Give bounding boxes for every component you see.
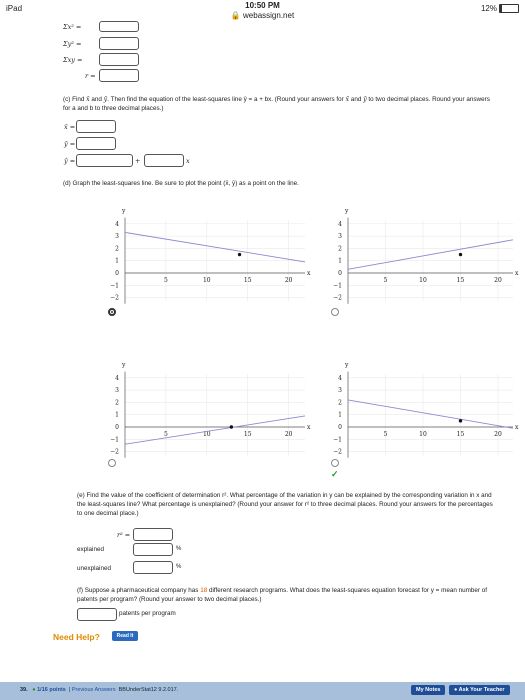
graph-3-x-tick-label: 10 <box>202 431 211 438</box>
patents-input[interactable] <box>77 608 117 621</box>
graph-3-x-axis-label: x <box>307 424 311 431</box>
battery-percent: 12% <box>480 4 497 13</box>
graph-2-x-tick-label: 15 <box>456 277 465 284</box>
graph-4-x-tick-label: 15 <box>456 431 465 438</box>
graph-1-y-tick-label: 1 <box>115 257 119 265</box>
correct-check-icon: ✓ <box>331 469 339 479</box>
part-f-text: (f) Suppose a pharmaceutical company has 18 different research programs. What does the least-squares equation forecast for y = mean number of patents per program? (Round your answer to two decimal places.) <box>77 587 487 603</box>
clock: 10:50 PM <box>245 1 280 10</box>
graph-option-1-radio[interactable] <box>108 308 116 316</box>
unexplained-input[interactable] <box>133 561 173 574</box>
part-d-text: (d) Graph the least-squares line. Be sure to plot the point (x̄, ȳ) as a point on the line. <box>63 180 299 187</box>
graph-1-y-axis-label: y <box>122 207 126 215</box>
part-c-text: (c) Find x̄ and ȳ. Then find the equation of the least-squares line ŷ = a + bx. (Round your answers for x̄ and ȳ to two decimal places. Round your answers for a and b to three decimal places.) <box>63 96 490 112</box>
graph-4-y-tick-label: 1 <box>338 411 342 419</box>
graph-3-y-tick-label: 1 <box>115 411 119 419</box>
graph-1-regression-line <box>125 232 305 262</box>
graph-4-y-tick-label: 4 <box>338 374 342 382</box>
graph-2-y-tick-label: −1 <box>333 282 342 290</box>
r-label: r = <box>85 72 96 80</box>
graph-3-y-tick-label: 2 <box>115 399 119 407</box>
explained-label: explained <box>77 546 104 553</box>
graph-1-x-axis-label: x <box>307 270 311 277</box>
graph-3-y-tick-label: 3 <box>115 387 119 395</box>
graph-2-y-tick-label: 0 <box>338 270 342 277</box>
graph-1-y-tick-label: 2 <box>115 245 119 253</box>
graph-2-mean-point <box>459 253 462 256</box>
graph-2-y-axis-label: y <box>345 207 349 215</box>
graph-4-x-tick-label: 10 <box>419 431 427 438</box>
graph-2-x-tick-label: 20 <box>494 277 502 284</box>
graph-3-y-tick-label: −2 <box>110 448 119 456</box>
graph-3-y-tick-label: 4 <box>115 374 119 382</box>
yhat-label: ŷ = <box>64 157 76 165</box>
x-variable: x <box>186 157 190 165</box>
program-count: 18 <box>200 587 208 594</box>
graph-2-x-tick-label: 5 <box>383 277 388 284</box>
graph-2-x-axis-label: x <box>515 270 519 277</box>
question-number: 39. <box>20 687 28 693</box>
graph-4-y-tick-label: 2 <box>338 399 342 407</box>
graph-1-y-tick-label: −2 <box>110 294 119 302</box>
part-e-text: (e) Find the value of the coefficient of determination r². What percentage of the variation in y can be explained by the corresponding variation in x and the least-squares line? What percentage is unexplained? (Round your answer for r² to three decimal places. Round your answers for the percentages to one decimal place.) <box>77 492 493 517</box>
ask-teacher-button[interactable]: ● Ask Your Teacher <box>449 685 510 695</box>
graph-3-regression-line <box>125 416 305 444</box>
url-label: 🔒 webassign.net <box>230 11 295 20</box>
graph-2-regression-line <box>348 240 513 270</box>
graph-4-x-tick-label: 5 <box>383 431 388 438</box>
need-help-label: Need Help? <box>53 632 100 642</box>
graph-1-mean-point <box>238 253 241 256</box>
graph-option-4-radio[interactable] <box>331 459 339 467</box>
graph-2-y-tick-label: 2 <box>338 245 342 253</box>
graph-4-x-tick-label: 20 <box>494 431 502 438</box>
graph-1-x-tick-label: 10 <box>202 277 211 284</box>
xbar-label: x̄ = <box>64 123 76 131</box>
graph-4-y-tick-label: −2 <box>333 448 342 456</box>
graph-1-x-tick-label: 15 <box>243 277 252 284</box>
r-squared-label: r² = <box>117 531 131 539</box>
plus-sign: + <box>135 157 141 165</box>
r-squared-input[interactable] <box>133 528 173 541</box>
graph-2-y-tick-label: 1 <box>338 257 342 265</box>
graph-4-mean-point <box>459 419 462 422</box>
explained-pct: % <box>176 546 182 552</box>
points-label: 1/16 points <box>37 687 66 693</box>
unexplained-pct: % <box>176 564 182 570</box>
graph-4-y-tick-label: 0 <box>338 424 342 431</box>
graph-2-y-tick-label: 4 <box>338 220 342 228</box>
graph-4-x-axis-label: x <box>515 424 519 431</box>
graph-option-2-radio[interactable] <box>331 308 339 316</box>
graph-4-regression-line <box>348 400 513 428</box>
explained-input[interactable] <box>133 543 173 556</box>
graph-4-y-tick-label: −1 <box>333 436 342 444</box>
source-label: BBUnderStat12 9.2.017. <box>118 687 179 693</box>
graph-2-x-tick-label: 10 <box>419 277 427 284</box>
graph-4-y-tick-label: 3 <box>338 387 342 395</box>
graph-1-y-tick-label: −1 <box>110 282 119 290</box>
graph-option-3-radio[interactable] <box>108 459 116 467</box>
sum-x2-label: Σx² = <box>63 23 82 31</box>
graph-3-x-tick-label: 5 <box>163 431 168 438</box>
read-it-button[interactable]: Read It <box>112 631 138 641</box>
points-icon: ● <box>32 687 36 693</box>
previous-answers-link[interactable]: Previous Answers <box>71 687 116 693</box>
graph-3-y-tick-label: −1 <box>110 436 119 444</box>
graph-1-y-tick-label: 0 <box>115 270 119 277</box>
graph-1-y-tick-label: 3 <box>115 233 119 241</box>
graph-3-y-axis-label: y <box>122 361 126 369</box>
footer-info: 39. ● 1/16 points | Previous Answers BBUnderStat12 9.2.017. <box>20 687 179 693</box>
sum-y2-label: Σy² = <box>63 40 82 48</box>
device-label: iPad <box>6 4 23 13</box>
graph-1-x-tick-label: 20 <box>284 277 293 284</box>
graph-3-x-tick-label: 15 <box>243 431 252 438</box>
patents-unit: patents per program <box>119 610 176 617</box>
unexplained-label: unexplained <box>77 565 111 572</box>
graph-1-y-tick-label: 4 <box>115 220 119 228</box>
graph-1-x-tick-label: 5 <box>163 277 168 284</box>
graph-3-x-tick-label: 20 <box>284 431 293 438</box>
graph-3-y-tick-label: 0 <box>115 424 119 431</box>
graph-2-y-tick-label: −2 <box>333 294 342 302</box>
graph-3-mean-point <box>230 425 233 428</box>
ybar-label: ȳ = <box>64 140 76 148</box>
sum-xy-label: Σxy = <box>63 56 83 64</box>
question-footer <box>0 682 525 700</box>
graph-2-y-tick-label: 3 <box>338 233 342 241</box>
my-notes-button[interactable]: My Notes <box>411 685 445 695</box>
graph-4-y-axis-label: y <box>345 361 349 369</box>
